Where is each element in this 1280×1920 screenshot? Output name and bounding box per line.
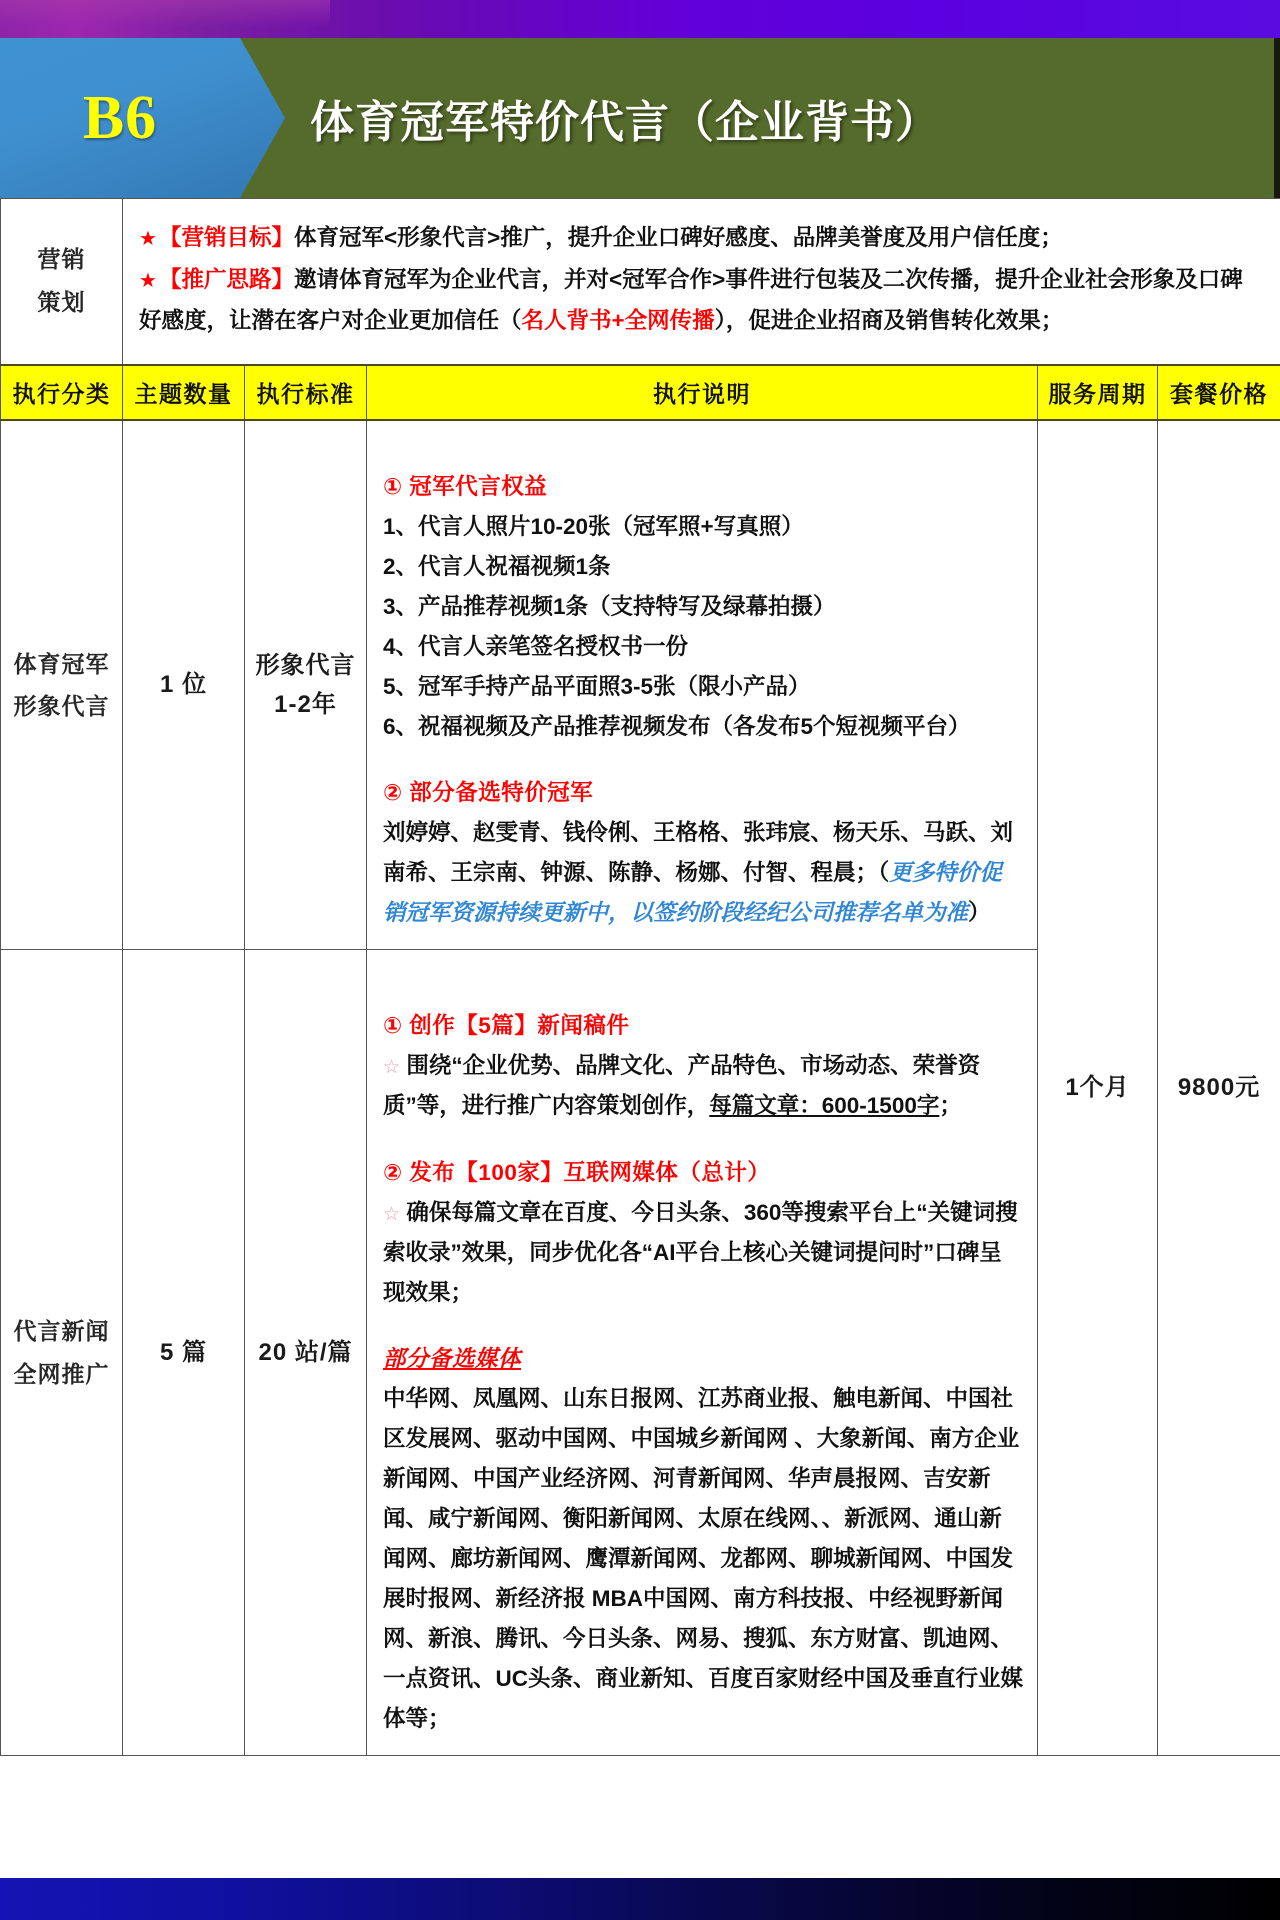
row2-spacer-1: [383, 1127, 1023, 1153]
banner-badge: B6: [82, 83, 158, 152]
row1-category-line1: 体育冠军: [13, 650, 110, 677]
marketing-idea-highlight: 名人背书+全网传播: [521, 308, 715, 334]
row1-description: [367, 420, 1038, 950]
package-table: [0, 198, 1280, 1756]
row1-section2-close: ）: [968, 900, 991, 926]
row1-section1-item-2: 2、代言人祝福视频1条: [383, 553, 611, 579]
star-icon: ★: [139, 228, 157, 250]
star-outline-icon-2: ☆: [383, 1203, 401, 1225]
banner-title: 体育冠军特价代言（企业背书）: [310, 98, 940, 147]
marketing-goal-line: [139, 217, 1262, 259]
row2-quantity: 5 篇: [123, 950, 245, 1756]
bottom-blue-strip: [0, 1878, 1280, 1920]
row1-section2-note: 更多特价促销冠军资源持续更新中，以签约阶段经纪公司推荐名单为准: [383, 860, 1002, 926]
star-outline-icon: ☆: [383, 1057, 401, 1079]
row1-standard-line2: 1-2年: [274, 691, 337, 719]
row2-category-line1: 代言新闻: [13, 1318, 110, 1345]
row1-section1-item-3: 3、产品推荐视频1条（支持特写及绿幕拍摄）: [383, 594, 836, 620]
marketing-goal-tag: 【营销目标】: [158, 225, 294, 250]
row1-section2-body: [383, 813, 1023, 933]
row1-section1-item-4: 4、代言人亲笔签名授权书一份: [383, 634, 689, 660]
table-header-row: [1, 365, 1280, 420]
row2-category: [1, 950, 123, 1756]
marketing-label-line1: 营销: [37, 245, 86, 272]
row2-category-line2: 全网推广: [13, 1360, 110, 1387]
row1-top-pad: [383, 437, 1023, 467]
row2-section1-underline: 每篇文章：600-1500字: [709, 1093, 940, 1119]
row1-section2-title: ② 部分备选特价冠军: [383, 780, 594, 806]
row1-section1-item-1: 1、代言人照片10-20张（冠军照+写真照）: [383, 513, 804, 539]
col-header-category: 执行分类: [1, 365, 123, 420]
row2-section1-title: ① 创作【5篇】新闻稿件: [383, 1013, 630, 1039]
row2-standard: 20 站/篇: [245, 950, 367, 1756]
marketing-label-line2: 策划: [37, 289, 86, 316]
package-price-value: 9800元: [1158, 420, 1280, 1756]
row1-category: [1, 420, 123, 950]
row1-spacer: [383, 747, 1023, 773]
row1-section1-title: ① 冠军代言权益: [383, 473, 548, 499]
service-cycle-value: 1个月: [1038, 420, 1158, 1756]
col-header-package-price: 套餐价格: [1158, 365, 1280, 420]
marketing-goal-text: 体育冠军<形象代言>推广，提升企业口碑好感度、品牌美誉度及用户信任度；: [293, 225, 1063, 250]
row2-section3-media-list: 中华网、凤凰网、山东日报网、江苏商业报、触电新闻、中国社区发展网、驱动中国网、中国城乡新闻网 、大象新闻、南方企业新闻网、中国产业经济网、河青新闻网、华声晨报网、吉安新闻、咸宁新闻网、衡阳新闻网、太原在线网、、新派网、通山新闻网、廊坊新闻网、鹰潭新闻网、龙都网、聊城新闻网、中国发展时报网、新经济报 MBA中国网、南方科技报、中经视野新闻网、新浪、腾讯、今日头条、网易、搜狐、东方财富、凯迪网、一点资讯、UC头条、商业新知、百度百家财经中国及垂直行业媒体等；: [383, 1385, 1023, 1732]
row2-description: [367, 950, 1038, 1756]
banner: [0, 38, 1280, 198]
marketing-idea-text-a: 邀请体育冠军为企业代言，并对<冠军合作>事件进行包装及二次传播，提升企业社会形象及口碑好感度，让潜在客户对企业更加信任（: [139, 266, 1243, 334]
col-header-service-cycle: 服务周期: [1038, 365, 1158, 420]
row1-quantity: 1 位: [123, 420, 245, 950]
marketing-idea-text-b: ），促进企业招商及销售转化效果；: [714, 308, 1064, 334]
row2-section1-text-a: 围绕“企业优势、品牌文化、产品特色、市场动态、荣誉资质”等，进行推广内容策划创作，: [383, 1053, 981, 1119]
marketing-planning-row: [1, 199, 1280, 365]
row2-spacer-2: [383, 1313, 1023, 1339]
row2-top-spacer: [383, 966, 1023, 1006]
marketing-idea-tag: 【推广思路】: [158, 266, 294, 292]
row1-standard: [245, 420, 367, 950]
marketing-idea-line: [139, 259, 1262, 342]
row2-section1-body: [383, 1046, 1023, 1126]
col-header-standard: 执行标准: [245, 365, 367, 420]
col-header-quantity: 主题数量: [123, 365, 245, 420]
row2-section2-title: ② 发布【100家】互联网媒体（总计）: [383, 1159, 771, 1185]
row2-section2-text: 确保每篇文章在百度、今日头条、360等搜索平台上“关键词搜索收录”效果，同步优化各“AI平台上核心关键词提问时”口碑呈现效果；: [383, 1199, 1018, 1305]
table-row: [1, 420, 1280, 950]
row2-section1-text-b: ；: [939, 1093, 962, 1119]
row1-section1-item-5: 5、冠军手持产品平面照3-5张（限小产品）: [383, 674, 811, 700]
row2-section3-title: 部分备选媒体: [383, 1345, 522, 1371]
row2-section2-body: [383, 1193, 1023, 1313]
col-header-description: 执行说明: [367, 365, 1038, 420]
row1-category-line2: 形象代言: [13, 693, 110, 720]
marketing-planning-body: [123, 199, 1280, 365]
star-icon-2: ★: [139, 269, 157, 292]
row1-section2-names: 刘婷婷、赵雯青、钱伶俐、王格格、张玮宸、杨天乐、马跃、刘南希、王宗南、钟源、陈静、杨娜、付智、程晨；（: [383, 820, 1014, 886]
row1-section1-item-6: 6、祝福视频及产品推荐视频发布（各发布5个短视频平台）: [383, 714, 971, 740]
row1-standard-line1: 形象代言: [255, 651, 356, 679]
banner-right-edge: [1274, 38, 1280, 198]
top-purple-strip: [0, 0, 1280, 38]
marketing-planning-label: [1, 199, 123, 365]
